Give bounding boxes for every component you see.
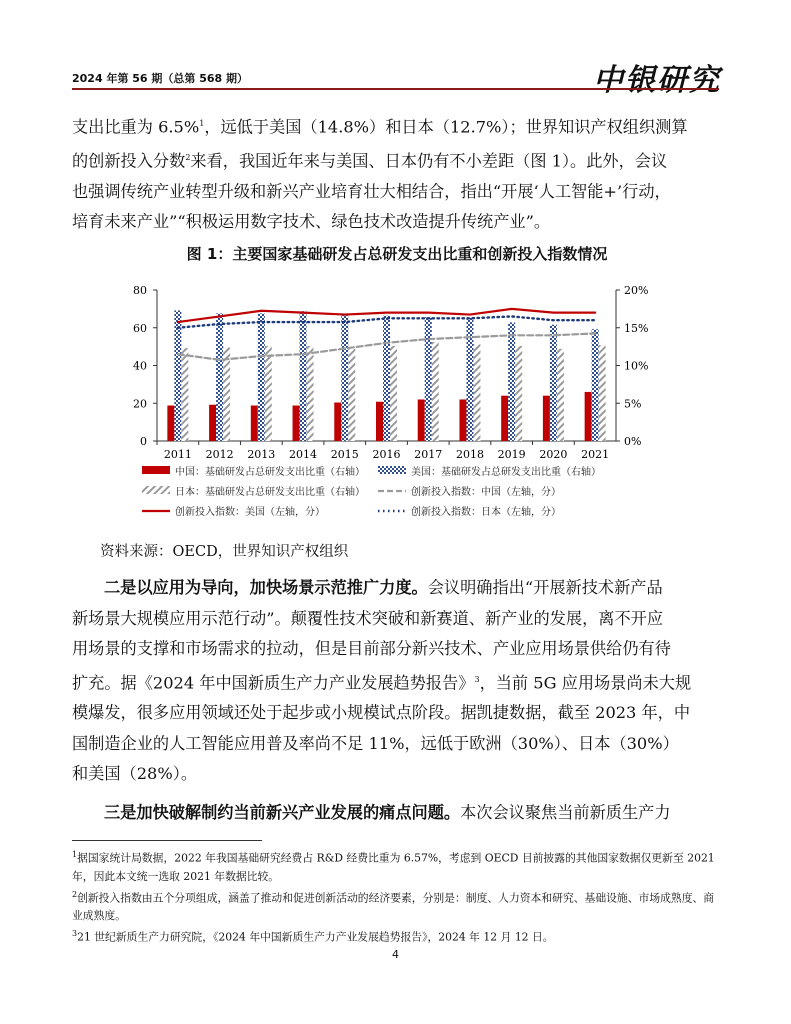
bar-japan xyxy=(599,345,606,441)
right-tick-label: 15% xyxy=(624,321,649,335)
bar-china xyxy=(459,399,466,441)
x-tick-label: 2016 xyxy=(372,448,401,461)
page-number: 4 xyxy=(392,948,399,961)
bar-china xyxy=(251,406,258,441)
right-tick-label: 0% xyxy=(624,435,642,448)
right-tick-label: 20% xyxy=(624,284,649,297)
bar-us xyxy=(216,313,223,441)
bar-china xyxy=(334,402,341,441)
legend-label: 创新投入指数：日本（左轴，分） xyxy=(411,507,561,518)
bar-china xyxy=(585,392,592,441)
bar-japan xyxy=(307,346,314,441)
bar-china xyxy=(293,406,300,441)
footnote-3: $^3$21 世纪新质生产力研究院，《2024 年中国新质生产力产业发展趋势报告》，2024 年 12 月 12 日。 xyxy=(72,929,554,944)
right-tick-label: 5% xyxy=(624,397,642,411)
x-tick-label: 2014 xyxy=(289,448,318,461)
header-divider xyxy=(72,88,719,90)
bar-us xyxy=(592,329,599,441)
legend-swatch xyxy=(142,466,170,474)
legend-label: 创新投入指数：中国（左轴，分） xyxy=(411,487,561,498)
bar-us xyxy=(508,322,515,441)
bar-us xyxy=(383,316,390,441)
left-tick-label: 80 xyxy=(133,284,147,297)
left-tick-label: 20 xyxy=(133,397,147,411)
left-tick-label: 60 xyxy=(133,321,147,335)
footnote-divider xyxy=(72,840,262,841)
footnote-1: $^1$据国家统计局数据，2022 年我国基础研究经费占 R&D 经费比重为 6.57%，考虑到 OECD 目前披露的其他国家数据仅更新至 2021 年，因此本文统一选取 2021 年数据比较。 xyxy=(72,850,715,883)
bar-us xyxy=(174,310,181,441)
legend-label: 中国：基础研发占总研发支出比重（右轴） xyxy=(175,467,365,478)
footnote-2: $^2$创新投入指数由五个分项组成，涵盖了推动和促进创新活动的经济要素，分别是：制度、人力资本和研究、基础设施、市场成熟度、商业成熟度。 xyxy=(72,889,715,923)
bar-us xyxy=(258,313,265,441)
x-tick-label: 2021 xyxy=(581,448,610,461)
bar-japan xyxy=(265,346,272,441)
left-tick-label: 40 xyxy=(133,359,147,373)
chart xyxy=(0,272,791,542)
legend-swatch xyxy=(378,466,406,474)
legend-swatch xyxy=(142,486,170,494)
x-tick-label: 2015 xyxy=(330,448,359,461)
x-tick-label: 2019 xyxy=(497,448,526,461)
section3-lead: 三是加快破解制约当前新兴产业发展的痛点问题。 xyxy=(104,803,461,822)
bar-japan xyxy=(223,347,230,441)
bar-us xyxy=(341,313,348,441)
legend-label: 日本：基础研发占总研发支出比重（右轴） xyxy=(175,487,365,498)
bar-japan xyxy=(473,344,480,441)
section3-paragraph: 三是加快破解制约当前新兴产业发展的痛点问题。本次会议聚焦当前新质生产力 xyxy=(104,803,671,822)
left-tick-label: 0 xyxy=(140,435,147,448)
x-tick-label: 2018 xyxy=(455,448,484,461)
intro-paragraph: 支出比重为 6.5%$^1$，远低于美国（14.8%）和日本（12.7%）；世界知识产权组织测算 的创新投入分数$^2$来看，我国近年来与美国、日本仍有不小差距（图 1）。此外，会议 也强调传统产业转型升级和新兴产业培育壮大相结合，指出“开展‘人工智能+’行动， 培育未来产业”“积极运用数字技术、绿色技术改造提升传统产业”。 xyxy=(72,117,688,232)
bar-china xyxy=(543,396,550,441)
bar-japan xyxy=(390,346,397,441)
figure-source: 资料来源：OECD，世界知识产权组织 xyxy=(100,544,349,560)
issue-header: 2024 年第 56 期（总第 568 期） xyxy=(72,72,249,85)
x-tick-label: 2011 xyxy=(163,448,192,461)
bar-china xyxy=(501,396,508,441)
bar-japan xyxy=(181,348,188,441)
bar-japan xyxy=(432,342,439,441)
section2-lead: 二是以应用为导向，加快场景示范推广力度。 xyxy=(104,578,428,597)
bar-us xyxy=(300,311,307,441)
x-tick-label: 2017 xyxy=(414,448,443,461)
bar-china xyxy=(209,405,216,441)
publisher-logo: 中银研究 xyxy=(593,63,721,98)
legend-label: 创新投入指数：美国（左轴，分） xyxy=(175,507,325,518)
bar-us xyxy=(425,317,432,441)
bar-china xyxy=(167,406,174,441)
bar-japan xyxy=(348,347,355,441)
bar-china xyxy=(418,399,425,441)
right-tick-label: 10% xyxy=(624,359,649,373)
bar-japan xyxy=(515,346,522,441)
figure-title: 图 1：主要国家基础研发占总研发支出比重和创新投入指数情况 xyxy=(186,245,608,263)
section2-paragraph: 二是以应用为导向，加快场景示范推广力度。会议明确指出“开展新技术新产品 新场景大规模应用示范行动”。颠覆性技术突破和新赛道、新产业的发展，离不开应 用场景的支撑和市场需求的拉动，但是目前部分新兴技术、产业应用场景供给仍有待 扩充。据《2024 年中国新质生产力产业发展趋势报告》$^3$，当前 5G 应用场景尚未大规 模爆发，很多应用领域还处于起步或小规模试点阶段。据凯捷数据，截至 2023 年，中 国制造企业的人工智能应用普及率尚不足 11%，远低于欧洲（30%）、日本（30%） 和美国（28%）。 xyxy=(72,578,692,784)
x-tick-label: 2012 xyxy=(205,448,234,461)
x-tick-label: 2020 xyxy=(539,448,568,461)
bar-japan xyxy=(557,349,564,441)
footnotes xyxy=(72,846,722,947)
x-tick-label: 2013 xyxy=(247,448,276,461)
bar-us xyxy=(550,325,557,441)
legend-label: 美国：基础研发占总研发支出比重（右轴） xyxy=(411,467,601,478)
bar-china xyxy=(376,402,383,441)
